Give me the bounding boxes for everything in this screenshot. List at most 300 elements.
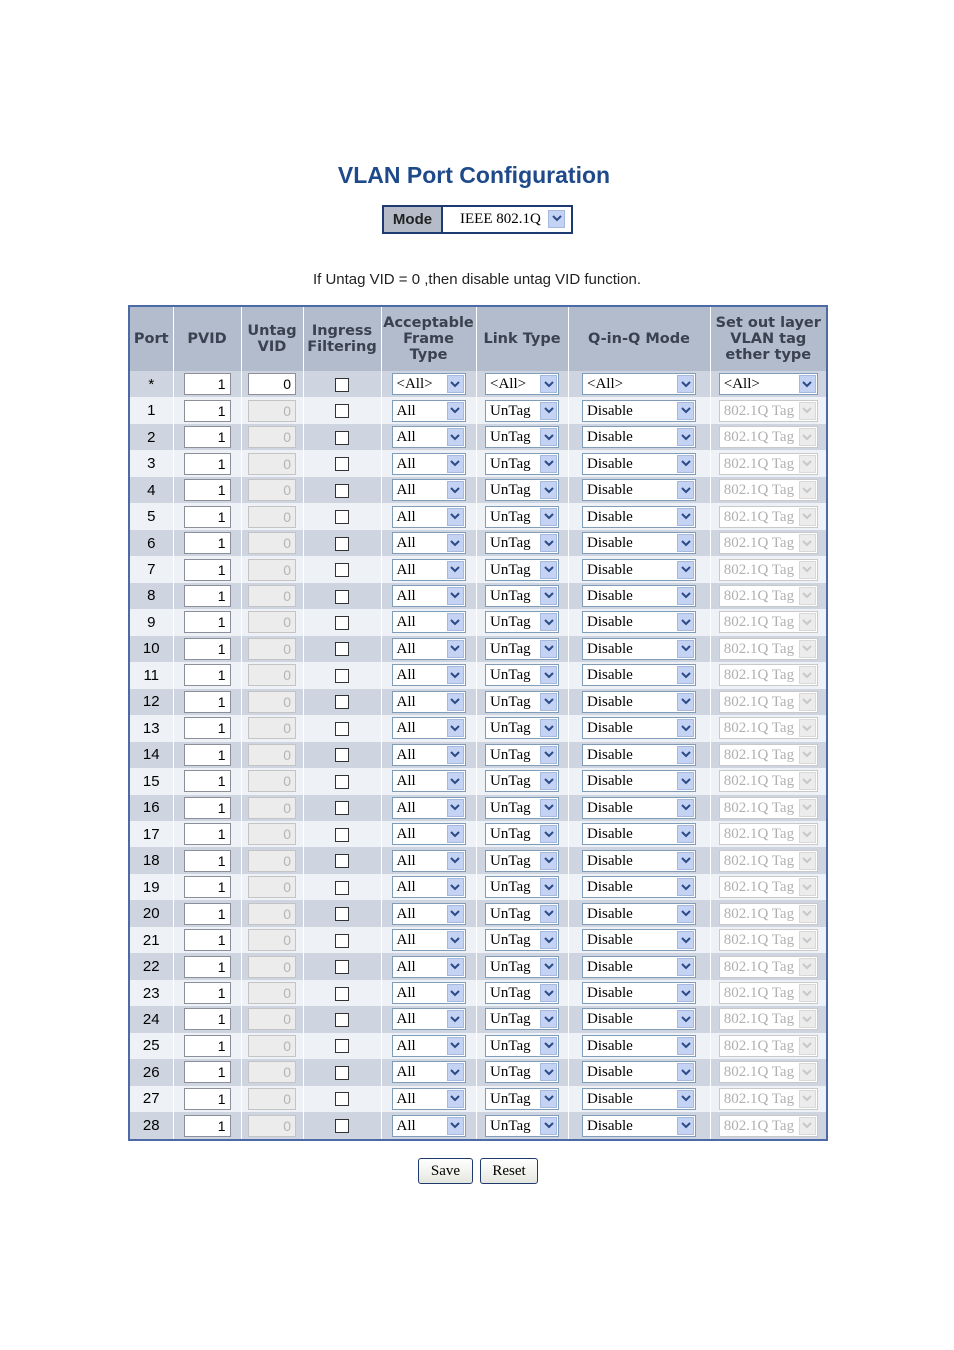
qinq-mode-cell bbox=[568, 609, 710, 635]
qinq-mode-select[interactable] bbox=[582, 1061, 696, 1083]
ingress-filtering-checkbox[interactable] bbox=[335, 854, 349, 868]
chevron-down-icon bbox=[799, 666, 816, 684]
qinq-mode-select[interactable] bbox=[582, 1035, 696, 1057]
link-type-select[interactable] bbox=[485, 559, 559, 581]
chevron-down-icon bbox=[540, 1117, 557, 1135]
ingress-filtering-checkbox[interactable] bbox=[335, 1039, 349, 1053]
pvid-cell bbox=[173, 795, 241, 821]
chevron-down-icon bbox=[447, 984, 464, 1002]
port-number: 25 bbox=[142, 1037, 160, 1055]
link-type-value: UnTag bbox=[490, 667, 531, 684]
chevron-down-icon bbox=[677, 375, 694, 393]
table-header-row bbox=[129, 306, 827, 371]
pvid-input[interactable]: 1 bbox=[184, 876, 231, 898]
frame-type-value: All bbox=[396, 508, 416, 525]
frame-type-select[interactable] bbox=[392, 823, 466, 845]
qinq-mode-value: Disable bbox=[587, 985, 633, 1002]
link-type-cell bbox=[476, 689, 568, 715]
frame-type-select[interactable] bbox=[392, 664, 466, 686]
port-number: 6 bbox=[147, 534, 156, 552]
link-type-cell bbox=[476, 583, 568, 609]
link-type-select[interactable] bbox=[485, 850, 559, 872]
ether-type-value: 802.1Q Tag bbox=[723, 455, 795, 472]
frame-type-select[interactable] bbox=[392, 1088, 466, 1110]
link-type-select[interactable] bbox=[485, 664, 559, 686]
header-ether-type bbox=[710, 306, 827, 371]
frame-type-value: All bbox=[396, 932, 416, 949]
link-type-select[interactable] bbox=[485, 982, 559, 1004]
frame-type-select[interactable] bbox=[392, 1035, 466, 1057]
untag-vid-cell bbox=[241, 397, 303, 423]
mode-control bbox=[382, 205, 573, 234]
link-type-select[interactable] bbox=[485, 373, 559, 395]
port-cell bbox=[129, 371, 173, 397]
ether-type-value: 802.1Q Tag bbox=[723, 826, 795, 843]
ingress-filtering-cell bbox=[303, 874, 381, 900]
link-type-cell bbox=[476, 715, 568, 741]
link-type-value: UnTag bbox=[490, 402, 531, 419]
pvid-input[interactable]: 1 bbox=[184, 585, 231, 607]
pvid-input[interactable]: 1 bbox=[184, 903, 231, 925]
chevron-down-icon bbox=[799, 1037, 816, 1055]
pvid-input[interactable]: 1 bbox=[184, 982, 231, 1004]
link-type-select[interactable] bbox=[485, 479, 559, 501]
link-type-select[interactable] bbox=[485, 532, 559, 554]
link-type-cell bbox=[476, 556, 568, 582]
link-type-select[interactable] bbox=[485, 638, 559, 660]
ether-type-cell bbox=[710, 742, 827, 768]
chevron-down-icon bbox=[677, 852, 694, 870]
frame-type-select[interactable] bbox=[392, 559, 466, 581]
untag-vid-cell bbox=[241, 768, 303, 794]
ingress-filtering-checkbox[interactable] bbox=[335, 801, 349, 815]
frame-type-select[interactable] bbox=[392, 506, 466, 528]
untag-vid-cell bbox=[241, 556, 303, 582]
qinq-mode-select[interactable] bbox=[582, 453, 696, 475]
table-row bbox=[129, 503, 827, 529]
qinq-mode-select[interactable] bbox=[582, 691, 696, 713]
chevron-down-icon bbox=[540, 613, 557, 631]
pvid-input[interactable]: 1 bbox=[184, 664, 231, 686]
ingress-filtering-checkbox[interactable] bbox=[335, 695, 349, 709]
frame-type-select[interactable] bbox=[392, 717, 466, 739]
link-type-value: UnTag bbox=[490, 932, 531, 949]
table-row-all-ports bbox=[129, 371, 827, 397]
link-type-value: <All> bbox=[490, 376, 527, 393]
pvid-input[interactable]: 1 bbox=[184, 1088, 231, 1110]
link-type-select[interactable] bbox=[485, 903, 559, 925]
link-type-cell bbox=[476, 371, 568, 397]
chevron-down-icon bbox=[540, 772, 557, 790]
chevron-down-icon bbox=[799, 428, 816, 446]
pvid-input[interactable]: 1 bbox=[184, 797, 231, 819]
link-type-select[interactable] bbox=[485, 585, 559, 607]
ingress-filtering-checkbox[interactable] bbox=[335, 563, 349, 577]
qinq-mode-select[interactable] bbox=[582, 717, 696, 739]
qinq-mode-cell bbox=[568, 424, 710, 450]
link-type-select[interactable] bbox=[485, 797, 559, 819]
header-qinq-mode bbox=[568, 306, 710, 371]
port-cell bbox=[129, 689, 173, 715]
link-type-cell bbox=[476, 503, 568, 529]
link-type-cell bbox=[476, 874, 568, 900]
frame-type-value: All bbox=[396, 402, 416, 419]
chevron-down-icon bbox=[540, 1037, 557, 1055]
chevron-down-icon bbox=[447, 693, 464, 711]
ether-type-value: 802.1Q Tag bbox=[723, 985, 795, 1002]
ingress-filtering-checkbox[interactable] bbox=[335, 616, 349, 630]
ingress-filtering-checkbox[interactable] bbox=[335, 642, 349, 656]
frame-type-select[interactable] bbox=[392, 876, 466, 898]
ether-type-select bbox=[719, 1035, 818, 1057]
pvid-input[interactable]: 1 bbox=[184, 1008, 231, 1030]
link-type-select[interactable] bbox=[485, 770, 559, 792]
link-type-select[interactable] bbox=[485, 1088, 559, 1110]
frame-type-select[interactable] bbox=[392, 691, 466, 713]
link-type-select[interactable] bbox=[485, 1115, 559, 1137]
chevron-down-icon bbox=[447, 958, 464, 976]
untag-vid-cell bbox=[241, 424, 303, 450]
link-type-select[interactable] bbox=[485, 717, 559, 739]
pvid-input[interactable]: 1 bbox=[184, 1061, 231, 1083]
chevron-down-icon bbox=[677, 428, 694, 446]
pvid-input[interactable]: 1 bbox=[184, 532, 231, 554]
ingress-filtering-checkbox[interactable] bbox=[335, 775, 349, 789]
pvid-input[interactable]: 1 bbox=[184, 717, 231, 739]
frame-type-value: All bbox=[396, 905, 416, 922]
chevron-down-icon bbox=[677, 931, 694, 949]
pvid-input[interactable]: 1 bbox=[184, 1035, 231, 1057]
frame-type-select[interactable] bbox=[392, 638, 466, 660]
link-type-select[interactable] bbox=[485, 400, 559, 422]
link-type-select[interactable] bbox=[485, 1008, 559, 1030]
header-untag-line2: VID bbox=[257, 339, 287, 355]
pvid-input[interactable]: 1 bbox=[184, 770, 231, 792]
qinq-mode-select[interactable] bbox=[582, 823, 696, 845]
untag-vid-cell bbox=[241, 689, 303, 715]
ether-type-value: 802.1Q Tag bbox=[723, 720, 795, 737]
ingress-filtering-checkbox[interactable] bbox=[335, 537, 349, 551]
ether-type-value: 802.1Q Tag bbox=[723, 429, 795, 446]
link-type-select[interactable] bbox=[485, 876, 559, 898]
pvid-input[interactable]: 1 bbox=[184, 638, 231, 660]
pvid-input[interactable]: 1 bbox=[184, 479, 231, 501]
chevron-down-icon bbox=[799, 375, 816, 393]
ingress-filtering-checkbox[interactable] bbox=[335, 907, 349, 921]
ingress-filtering-checkbox[interactable] bbox=[335, 722, 349, 736]
pvid-cell bbox=[173, 927, 241, 953]
pvid-input[interactable]: 1 bbox=[184, 426, 231, 448]
frame-type-select[interactable] bbox=[392, 532, 466, 554]
qinq-mode-select[interactable] bbox=[582, 664, 696, 686]
mode-select[interactable] bbox=[456, 209, 566, 231]
untag-vid-input: 0 bbox=[248, 903, 296, 925]
chevron-down-icon bbox=[447, 746, 464, 764]
qinq-mode-select[interactable] bbox=[582, 638, 696, 660]
qinq-mode-value: Disable bbox=[587, 958, 633, 975]
frame-type-select[interactable] bbox=[392, 929, 466, 951]
ingress-filtering-cell bbox=[303, 1006, 381, 1032]
frame-type-select[interactable] bbox=[392, 797, 466, 819]
chevron-down-icon bbox=[540, 746, 557, 764]
table-row bbox=[129, 874, 827, 900]
ether-type-select bbox=[719, 823, 818, 845]
frame-type-select[interactable] bbox=[392, 373, 466, 395]
frame-type-value: All bbox=[396, 720, 416, 737]
qinq-mode-cell bbox=[568, 477, 710, 503]
frame-type-cell bbox=[381, 662, 476, 688]
chevron-down-icon bbox=[447, 1090, 464, 1108]
qinq-mode-select[interactable] bbox=[582, 876, 696, 898]
ingress-filtering-checkbox[interactable] bbox=[335, 1066, 349, 1080]
header-frame-line2: Frame bbox=[403, 331, 454, 347]
ether-type-value: 802.1Q Tag bbox=[723, 402, 795, 419]
ingress-filtering-cell bbox=[303, 1086, 381, 1112]
port-number: 16 bbox=[142, 799, 160, 817]
link-type-cell bbox=[476, 397, 568, 423]
qinq-mode-select[interactable] bbox=[582, 982, 696, 1004]
ingress-filtering-checkbox[interactable] bbox=[335, 1092, 349, 1106]
frame-type-select[interactable] bbox=[392, 426, 466, 448]
frame-type-value: All bbox=[396, 958, 416, 975]
pvid-cell bbox=[173, 742, 241, 768]
table-row bbox=[129, 450, 827, 476]
frame-type-select[interactable] bbox=[392, 982, 466, 1004]
chevron-down-icon bbox=[799, 640, 816, 658]
pvid-input[interactable]: 1 bbox=[184, 956, 231, 978]
ingress-filtering-checkbox[interactable] bbox=[335, 590, 349, 604]
ether-type-value: 802.1Q Tag bbox=[723, 1037, 795, 1054]
pvid-input[interactable]: 1 bbox=[184, 744, 231, 766]
untag-vid-input: 0 bbox=[248, 1088, 296, 1110]
frame-type-select[interactable] bbox=[392, 453, 466, 475]
untag-vid-cell bbox=[241, 636, 303, 662]
header-ether-line3: ether type bbox=[725, 347, 812, 363]
link-type-value: UnTag bbox=[490, 1117, 531, 1134]
frame-type-cell bbox=[381, 927, 476, 953]
link-type-value: UnTag bbox=[490, 561, 531, 578]
link-type-select[interactable] bbox=[485, 506, 559, 528]
port-cell bbox=[129, 742, 173, 768]
ingress-filtering-checkbox[interactable] bbox=[335, 669, 349, 683]
chevron-down-icon bbox=[799, 825, 816, 843]
ingress-filtering-cell bbox=[303, 583, 381, 609]
link-type-select[interactable] bbox=[485, 611, 559, 633]
ingress-filtering-checkbox[interactable] bbox=[335, 987, 349, 1001]
ingress-filtering-checkbox[interactable] bbox=[335, 404, 349, 418]
ingress-filtering-checkbox[interactable] bbox=[335, 1119, 349, 1133]
table-row bbox=[129, 953, 827, 979]
ether-type-select bbox=[719, 664, 818, 686]
ingress-filtering-checkbox[interactable] bbox=[335, 934, 349, 948]
qinq-mode-select[interactable] bbox=[582, 929, 696, 951]
qinq-mode-value: Disable bbox=[587, 932, 633, 949]
ingress-filtering-cell bbox=[303, 768, 381, 794]
pvid-cell bbox=[173, 689, 241, 715]
link-type-select[interactable] bbox=[485, 426, 559, 448]
qinq-mode-value: Disable bbox=[587, 667, 633, 684]
pvid-cell bbox=[173, 768, 241, 794]
ingress-filtering-checkbox[interactable] bbox=[335, 748, 349, 762]
pvid-input[interactable]: 1 bbox=[184, 850, 231, 872]
ingress-filtering-checkbox[interactable] bbox=[335, 960, 349, 974]
ingress-filtering-cell bbox=[303, 980, 381, 1006]
save-button[interactable]: Save bbox=[418, 1158, 473, 1184]
qinq-mode-value: Disable bbox=[587, 614, 633, 631]
pvid-input[interactable]: 1 bbox=[184, 453, 231, 475]
link-type-select[interactable] bbox=[485, 691, 559, 713]
port-cell bbox=[129, 1006, 173, 1032]
pvid-input[interactable]: 1 bbox=[184, 823, 231, 845]
frame-type-cell bbox=[381, 768, 476, 794]
ingress-filtering-checkbox[interactable] bbox=[335, 457, 349, 471]
reset-button[interactable]: Reset bbox=[480, 1158, 538, 1184]
link-type-select[interactable] bbox=[485, 1035, 559, 1057]
port-cell bbox=[129, 397, 173, 423]
link-type-select[interactable] bbox=[485, 956, 559, 978]
ingress-filtering-checkbox[interactable] bbox=[335, 510, 349, 524]
link-type-cell bbox=[476, 953, 568, 979]
ingress-filtering-checkbox[interactable] bbox=[335, 378, 349, 392]
header-ingress-line1: Ingress bbox=[311, 323, 373, 339]
untag-vid-input: 0 bbox=[248, 797, 296, 819]
ether-type-cell bbox=[710, 1059, 827, 1085]
ether-type-cell bbox=[710, 715, 827, 741]
chevron-down-icon bbox=[677, 799, 694, 817]
pvid-input[interactable]: 1 bbox=[184, 691, 231, 713]
ingress-filtering-checkbox[interactable] bbox=[335, 881, 349, 895]
pvid-input[interactable]: 1 bbox=[184, 373, 231, 395]
qinq-mode-select[interactable] bbox=[582, 1115, 696, 1137]
ether-type-value: 802.1Q Tag bbox=[723, 905, 795, 922]
frame-type-select[interactable] bbox=[392, 611, 466, 633]
pvid-input[interactable]: 1 bbox=[184, 1115, 231, 1137]
frame-type-select[interactable] bbox=[392, 585, 466, 607]
chevron-down-icon bbox=[447, 799, 464, 817]
qinq-mode-select[interactable] bbox=[582, 1088, 696, 1110]
frame-type-select[interactable] bbox=[392, 903, 466, 925]
qinq-mode-cell bbox=[568, 874, 710, 900]
qinq-mode-select[interactable] bbox=[582, 611, 696, 633]
frame-type-select[interactable] bbox=[392, 770, 466, 792]
link-type-select[interactable] bbox=[485, 823, 559, 845]
qinq-mode-select[interactable] bbox=[582, 373, 696, 395]
qinq-mode-value: Disable bbox=[587, 587, 633, 604]
qinq-mode-select[interactable] bbox=[582, 479, 696, 501]
untag-vid-input: 0 bbox=[248, 611, 296, 633]
ingress-filtering-cell bbox=[303, 953, 381, 979]
frame-type-select[interactable] bbox=[392, 956, 466, 978]
qinq-mode-value: Disable bbox=[587, 879, 633, 896]
qinq-mode-select[interactable] bbox=[582, 585, 696, 607]
chevron-down-icon bbox=[540, 455, 557, 473]
untag-vid-input: 0 bbox=[248, 1008, 296, 1030]
link-type-select[interactable] bbox=[485, 1061, 559, 1083]
qinq-mode-cell bbox=[568, 927, 710, 953]
qinq-mode-select[interactable] bbox=[582, 770, 696, 792]
ether-type-value: 802.1Q Tag bbox=[723, 958, 795, 975]
pvid-input[interactable]: 1 bbox=[184, 929, 231, 951]
untag-vid-input: 0 bbox=[248, 426, 296, 448]
ingress-filtering-cell bbox=[303, 477, 381, 503]
pvid-input[interactable]: 1 bbox=[184, 611, 231, 633]
ether-type-cell bbox=[710, 874, 827, 900]
pvid-input[interactable]: 1 bbox=[184, 400, 231, 422]
table-row bbox=[129, 1086, 827, 1112]
chevron-down-icon bbox=[799, 561, 816, 579]
qinq-mode-select[interactable] bbox=[582, 903, 696, 925]
qinq-mode-value: Disable bbox=[587, 1090, 633, 1107]
frame-type-value: All bbox=[396, 1037, 416, 1054]
qinq-mode-value: Disable bbox=[587, 535, 633, 552]
link-type-select[interactable] bbox=[485, 453, 559, 475]
qinq-mode-select[interactable] bbox=[582, 956, 696, 978]
pvid-input[interactable]: 1 bbox=[184, 506, 231, 528]
untag-vid-cell bbox=[241, 742, 303, 768]
link-type-select[interactable] bbox=[485, 744, 559, 766]
qinq-mode-select[interactable] bbox=[582, 797, 696, 819]
chevron-down-icon bbox=[677, 1037, 694, 1055]
ether-type-select[interactable] bbox=[719, 373, 818, 395]
port-number: 19 bbox=[142, 878, 160, 896]
qinq-mode-select[interactable] bbox=[582, 1008, 696, 1030]
pvid-cell bbox=[173, 424, 241, 450]
frame-type-cell bbox=[381, 503, 476, 529]
frame-type-select[interactable] bbox=[392, 1061, 466, 1083]
qinq-mode-select[interactable] bbox=[582, 506, 696, 528]
untag-vid-input: 0 bbox=[248, 453, 296, 475]
frame-type-value: All bbox=[396, 773, 416, 790]
chevron-down-icon bbox=[447, 931, 464, 949]
frame-type-cell bbox=[381, 1086, 476, 1112]
link-type-cell bbox=[476, 742, 568, 768]
qinq-mode-select[interactable] bbox=[582, 559, 696, 581]
qinq-mode-select[interactable] bbox=[582, 532, 696, 554]
ingress-filtering-checkbox[interactable] bbox=[335, 828, 349, 842]
link-type-value: UnTag bbox=[490, 429, 531, 446]
frame-type-select[interactable] bbox=[392, 400, 466, 422]
ingress-filtering-checkbox[interactable] bbox=[335, 484, 349, 498]
ether-type-select bbox=[719, 453, 818, 475]
chevron-down-icon bbox=[677, 587, 694, 605]
qinq-mode-cell bbox=[568, 847, 710, 873]
frame-type-select[interactable] bbox=[392, 744, 466, 766]
frame-type-select[interactable] bbox=[392, 850, 466, 872]
link-type-select[interactable] bbox=[485, 929, 559, 951]
frame-type-select[interactable] bbox=[392, 479, 466, 501]
chevron-down-icon bbox=[799, 958, 816, 976]
link-type-value: UnTag bbox=[490, 455, 531, 472]
pvid-cell bbox=[173, 397, 241, 423]
frame-type-select[interactable] bbox=[392, 1008, 466, 1030]
ingress-filtering-checkbox[interactable] bbox=[335, 1013, 349, 1027]
ingress-filtering-checkbox[interactable] bbox=[335, 431, 349, 445]
qinq-mode-select[interactable] bbox=[582, 744, 696, 766]
port-number: 22 bbox=[142, 958, 160, 976]
untag-vid-input[interactable]: 0 bbox=[248, 373, 296, 395]
ether-type-value: 802.1Q Tag bbox=[723, 561, 795, 578]
qinq-mode-select[interactable] bbox=[582, 400, 696, 422]
frame-type-select[interactable] bbox=[392, 1115, 466, 1137]
link-type-cell bbox=[476, 477, 568, 503]
ether-type-select bbox=[719, 982, 818, 1004]
port-cell bbox=[129, 874, 173, 900]
qinq-mode-cell bbox=[568, 768, 710, 794]
chevron-down-icon bbox=[540, 428, 557, 446]
qinq-mode-select[interactable] bbox=[582, 426, 696, 448]
qinq-mode-select[interactable] bbox=[582, 850, 696, 872]
pvid-input[interactable]: 1 bbox=[184, 559, 231, 581]
